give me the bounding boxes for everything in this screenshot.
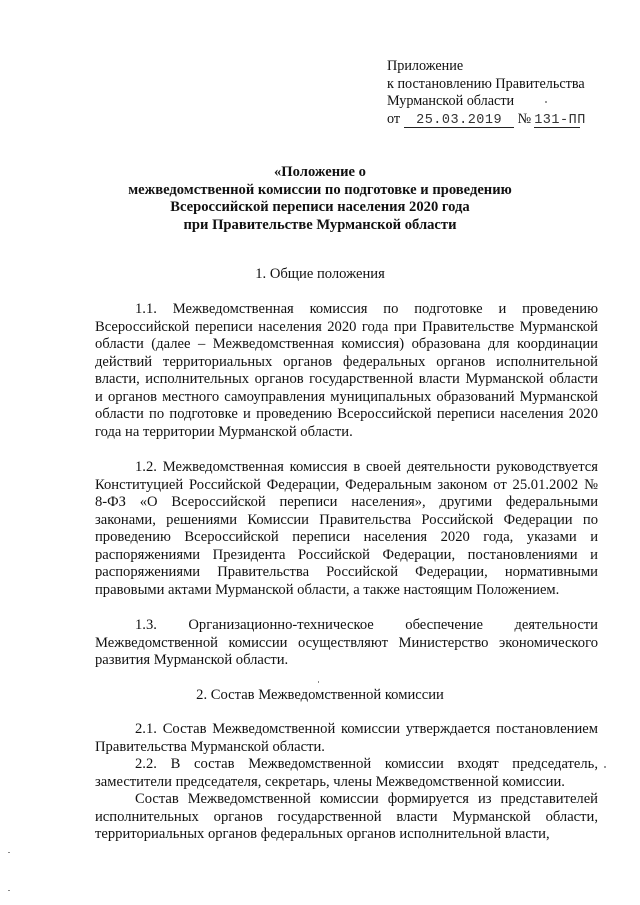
appendix-line-2: к постановлению Правительства (387, 75, 585, 92)
paragraph-1-1: 1.1. Межведомственная комиссия по подготовке и проведению Всероссийской переписи населения 2020 года при Правительстве Мурманской области (далее – Межведомственная комиссия) образована для координации действий территориальных органов федеральных органов исполнительной власти, исполнительных органов государственной власти Мурманской области и органов местного самоуправления муниципальных образований Мурманской области по подготовке и проведению Всероссийской переписи населения 2020 года на территории Мурманской области. (95, 301, 598, 440)
scan-speck (604, 766, 606, 768)
paragraph-1-3: 1.3. Организационно-техническое обеспечение деятельности Межведомственной комиссии осуществляют Министерство экономического развития Мурманской области. (95, 617, 598, 668)
title-line-1: «Положение о (274, 164, 366, 180)
title-line-3: Всероссийской переписи населения 2020 года (170, 199, 470, 216)
scan-speck (318, 681, 319, 683)
from-label: от (387, 110, 401, 127)
number-label: № (517, 110, 532, 127)
document-title (60, 164, 580, 234)
appendix-block (387, 58, 627, 128)
scan-speck (8, 890, 10, 891)
paragraph-2-2: 2.2. В состав Межведомственной комиссии входят председатель, заместители председателя, секретарь, члены Межведомственной комиссии. (95, 756, 598, 790)
appendix-date-line (387, 111, 627, 129)
title-line-2: межведомственной комиссии по подготовке и проведению (128, 181, 512, 198)
title-line-4: при Правительстве Мурманской области (183, 216, 457, 233)
paragraph-2-3: Состав Межведомственной комиссии формируется из представителей исполнительных органов государственной власти Мурманской области, территориальных органов федеральных органов исполнительной власти, (95, 791, 598, 842)
section-2-heading: 2. Состав Межведомственной комиссии (196, 687, 444, 703)
paragraph-1-2: 1.2. Межведомственная комиссия в своей деятельности руководствуется Конституцией Российской Федерации, Федеральным законом от 25.01.2002 № 8-ФЗ «О Всероссийской переписи населения», другими федеральными законами, решениями Комиссии Правительства Российской Федерации по проведению Всероссийской переписи населения 2020 года, указами и распоряжениями Президента Российской Федерации, постановлениями и распоряжениями Правительства Российской Федерации, нормативными правовыми актами Мурманской области, а также настоящим Положением. (95, 459, 598, 598)
scan-speck (545, 101, 547, 103)
appendix-line-3: Мурманской области (387, 93, 515, 109)
appendix-line-1: Приложение (387, 58, 464, 74)
paragraph-2-1: 2.1. Состав Межведомственной комиссии утверждается постановлением Правительства Мурманской области. (95, 721, 598, 755)
section-1-heading: 1. Общие положения (255, 266, 385, 282)
resolution-date: 25.03.2019 (404, 114, 514, 128)
resolution-number: 131-ПП (534, 112, 586, 128)
scan-speck (8, 852, 10, 853)
